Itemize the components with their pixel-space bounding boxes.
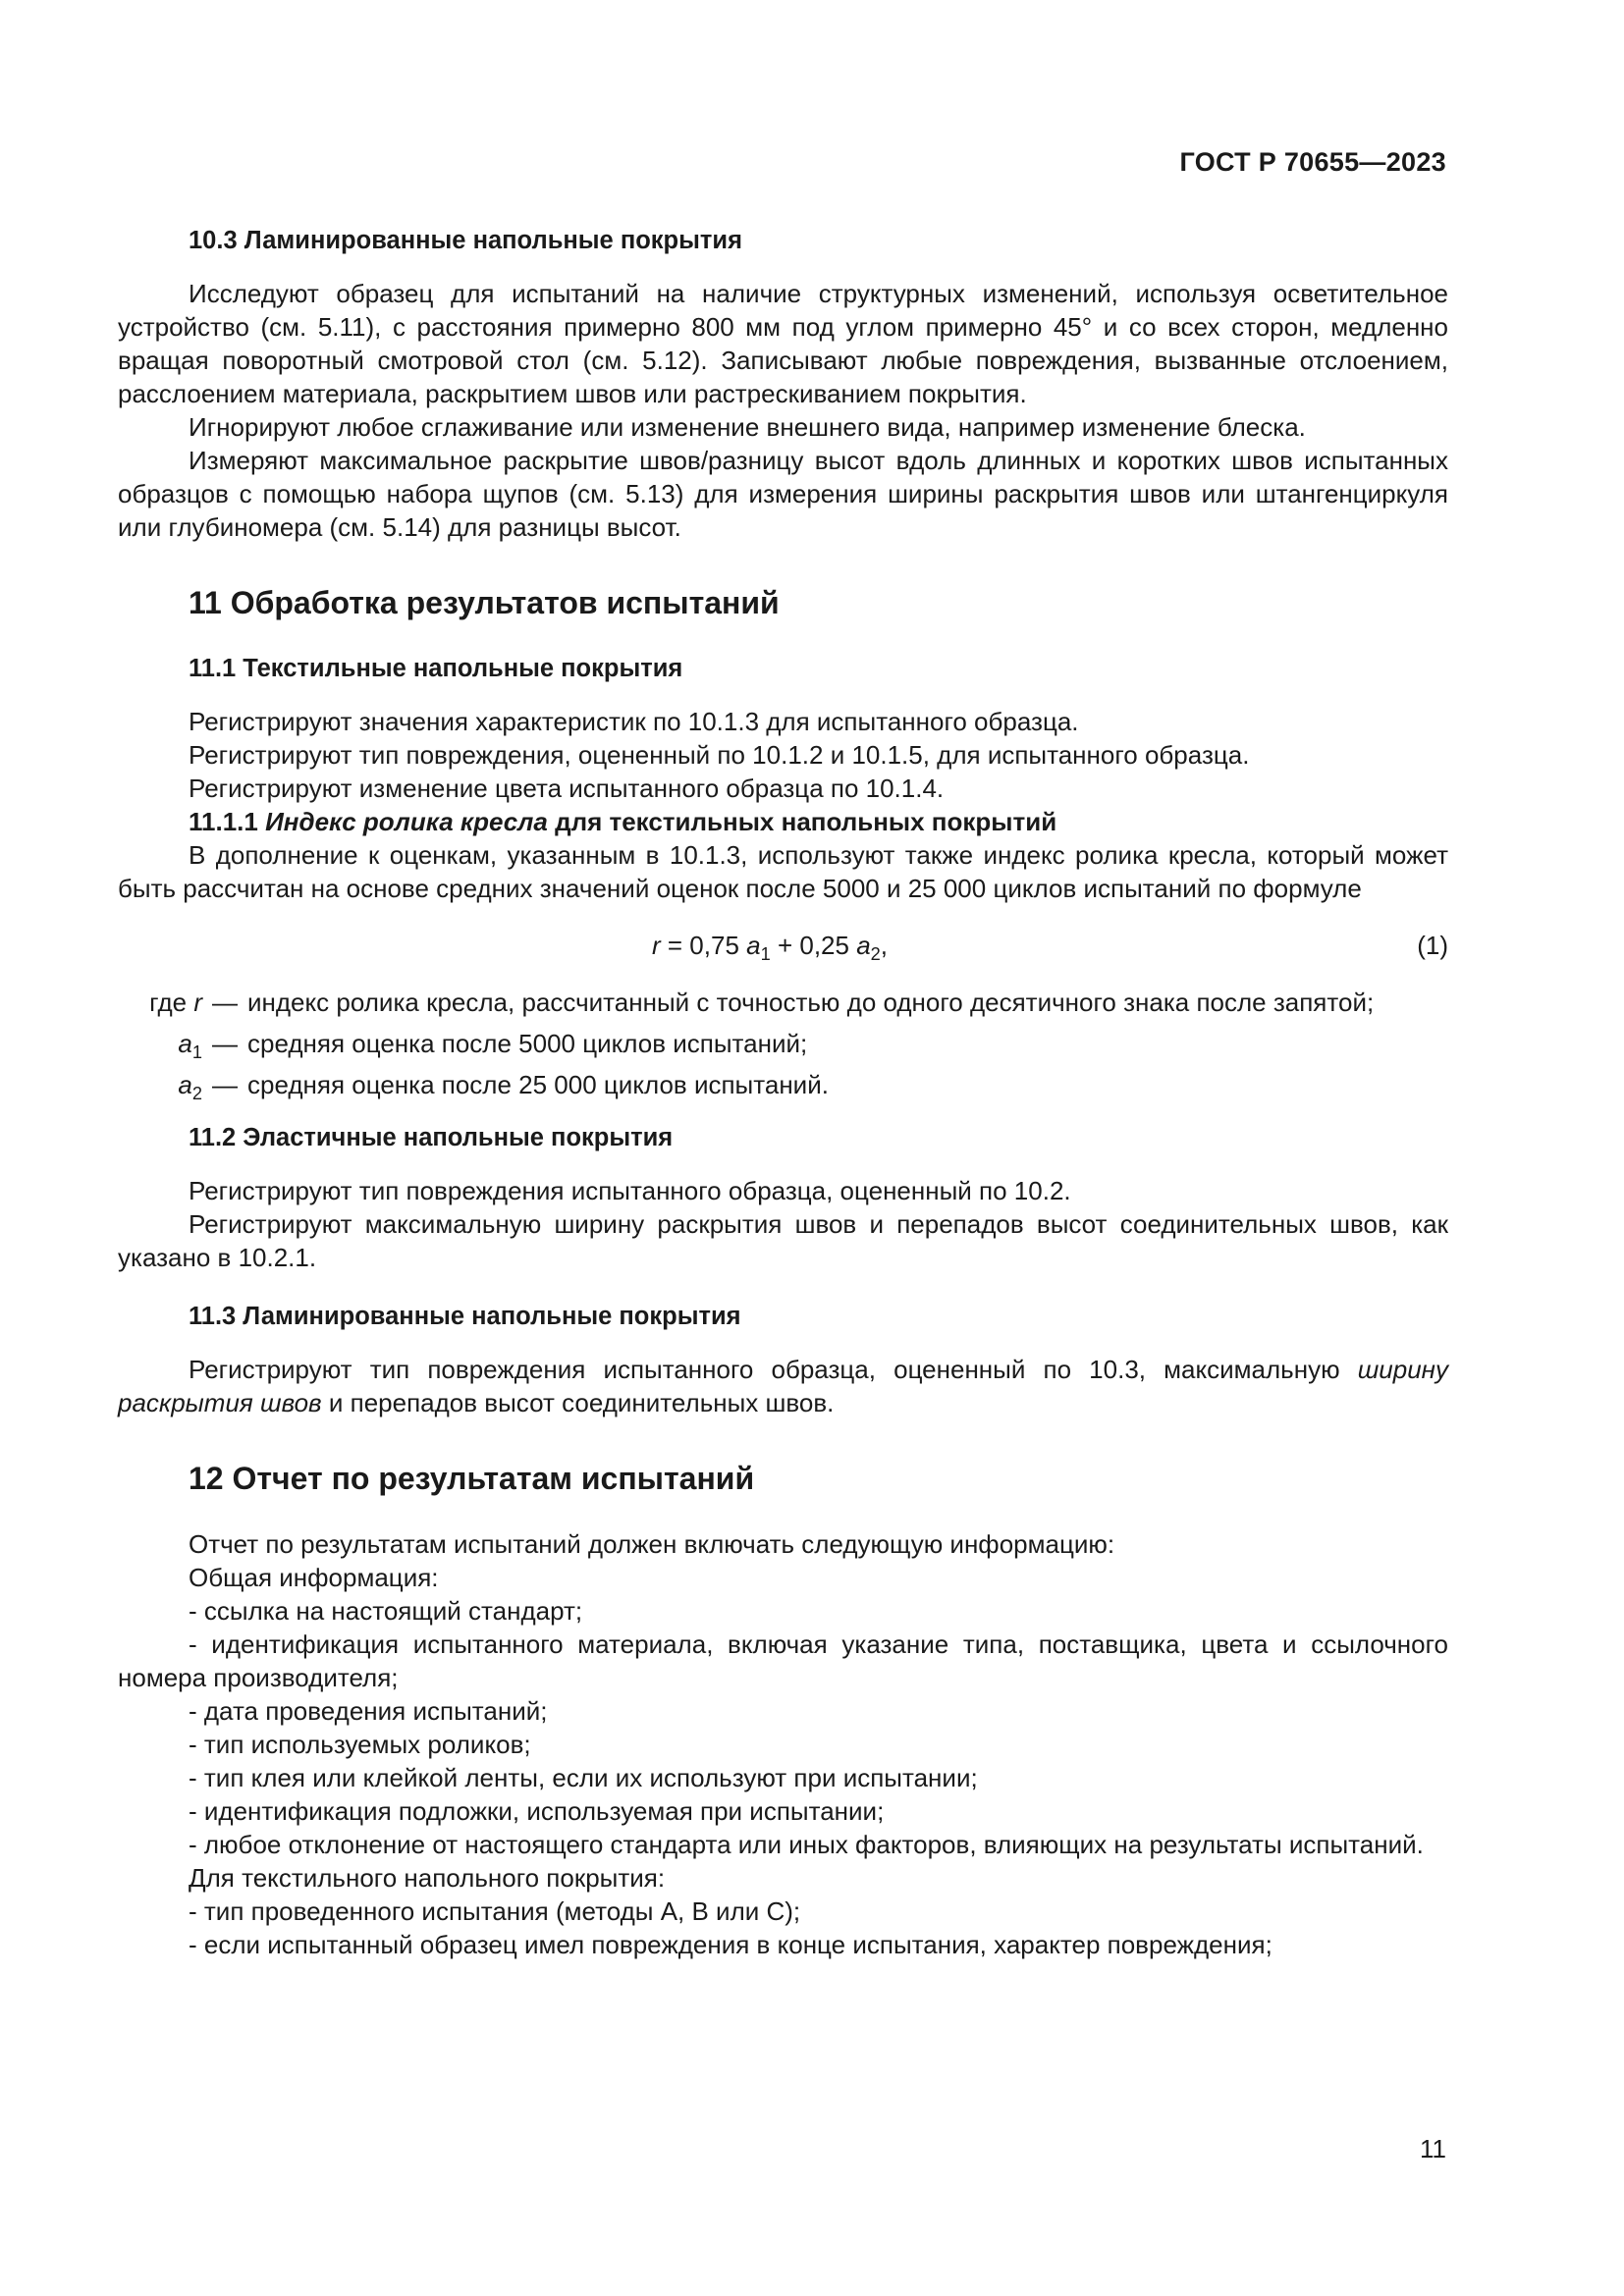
where-dash: — [212, 988, 238, 1017]
report-line: Для текстильного напольного покрытия: [189, 1863, 666, 1893]
report-line: - идентификация испытанного материала, включая указание типа, поставщика, цвета и ссылочного номера производителя; [118, 1629, 1448, 1692]
document-code: ГОСТ Р 70655—2023 [1179, 147, 1446, 177]
heading-rest: для текстильных напольных покрытий [555, 807, 1057, 836]
paragraph: Регистрируют значения характеристик по 10.1.3 для испытанного образца. [189, 707, 1079, 736]
section-heading-11-1: 11.1 Текстильные напольные покрытия [189, 655, 683, 682]
paragraph: Регистрируют тип повреждения испытанного образца, оцененный по 10.3, максимальную ширину раскрытия швов и перепадов высот соединительных швов. [118, 1355, 1448, 1417]
where-dash: — [212, 1070, 238, 1099]
report-line: Общая информация: [189, 1563, 439, 1592]
report-line: - ссылка на настоящий стандарт; [189, 1596, 583, 1626]
page-content [118, 224, 1448, 1961]
paragraph: В дополнение к оценкам, указанным в 10.1.3, используют также индекс ролика кресла, который может быть рассчитан на основе средних значений оценок после 5000 и 25 000 циклов испытаний по формуле [118, 840, 1448, 903]
where-symbol-r: где r [149, 988, 202, 1017]
paragraph: Измеряют максимальное раскрытие швов/разницу высот вдоль длинных и коротких швов испытанных образцов с помощью набора щупов (см. 5.13) для измерения ширины раскрытия швов или штангенциркуля или глубиномера (см. 5.14) для разницы высот. [118, 446, 1448, 542]
paragraph: Регистрируют тип повреждения испытанного образца, оцененный по 10.2. [189, 1176, 1071, 1205]
report-line: - если испытанный образец имел повреждения в конце испытания, характер повреждения; [189, 1930, 1272, 1959]
paragraph: Регистрируют максимальную ширину раскрытия швов и перепадов высот соединительных швов, как указано в 10.2.1. [118, 1209, 1448, 1272]
paragraph: Игнорируют любое сглаживание или изменение внешнего вида, например изменение блеска. [189, 412, 1306, 442]
heading-italic-term: Индекс ролика кресла [265, 807, 548, 836]
report-line: - любое отклонение от настоящего стандарта или иных факторов, влияющих на результаты испытаний. [189, 1830, 1424, 1859]
report-line: - тип клея или клейкой ленты, если их используют при испытании; [189, 1763, 978, 1792]
section-heading-10-3: 10.3 Ламинированные напольные покрытия [189, 227, 742, 254]
paragraph: Регистрируют тип повреждения, оцененный по 10.1.2 и 10.1.5, для испытанного образца. [189, 740, 1250, 770]
page-number: 11 [1420, 2134, 1446, 2163]
report-line: - тип используемых роликов; [189, 1730, 531, 1759]
report-line: - тип проведенного испытания (методы А, В или С); [189, 1896, 801, 1926]
heading-number: 11.1.1 [189, 807, 258, 836]
section-heading-11-1-1 [118, 805, 1448, 838]
where-symbol-a2: $a_2$ [178, 1070, 202, 1103]
where-desc-a2: средняя оценка после 25 000 циклов испытаний. [247, 1070, 829, 1099]
where-symbol-a1: $a_1$ [178, 1029, 202, 1062]
report-line: Отчет по результатам испытаний должен включать следующую информацию: [189, 1529, 1115, 1559]
where-list [118, 986, 1448, 1101]
report-line: - идентификация подложки, используемая при испытании; [189, 1796, 885, 1826]
where-desc-a1: средняя оценка после 5000 циклов испытаний; [247, 1029, 808, 1058]
where-desc-r: индекс ролика кресла, рассчитанный с точностью до одного десятичного знака после запятой; [247, 988, 1375, 1017]
section-heading-12: 12 Отчет по результатам испытаний [189, 1461, 755, 1496]
section-heading-11: 11 Обработка результатов испытаний [189, 585, 780, 620]
section-heading-11-3: 11.3 Ламинированные напольные покрытия [189, 1303, 741, 1330]
section-heading-11-2: 11.2 Эластичные напольные покрытия [189, 1124, 674, 1151]
formula-row [118, 929, 1448, 962]
report-line: - дата проведения испытаний; [189, 1696, 548, 1726]
where-dash: — [212, 1029, 238, 1058]
paragraph: Исследуют образец для испытаний на наличие структурных изменений, используя осветительное устройство (см. 5.11), с расстояния примерно 800 мм под углом примерно 45° и со всех сторон, медленно вращая поворотный смотровой стол (см. 5.12). Записывают любые повреждения, вызванные отслоением, расслоением материала, раскрытием швов или растрескиванием покрытия. [118, 279, 1448, 408]
paragraph: Регистрируют изменение цвета испытанного образца по 10.1.4. [189, 774, 945, 803]
formula-number: (1) [1417, 931, 1448, 960]
formula: r = 0,75 $a_1 + 0,25$ $a_2$, [652, 931, 889, 964]
